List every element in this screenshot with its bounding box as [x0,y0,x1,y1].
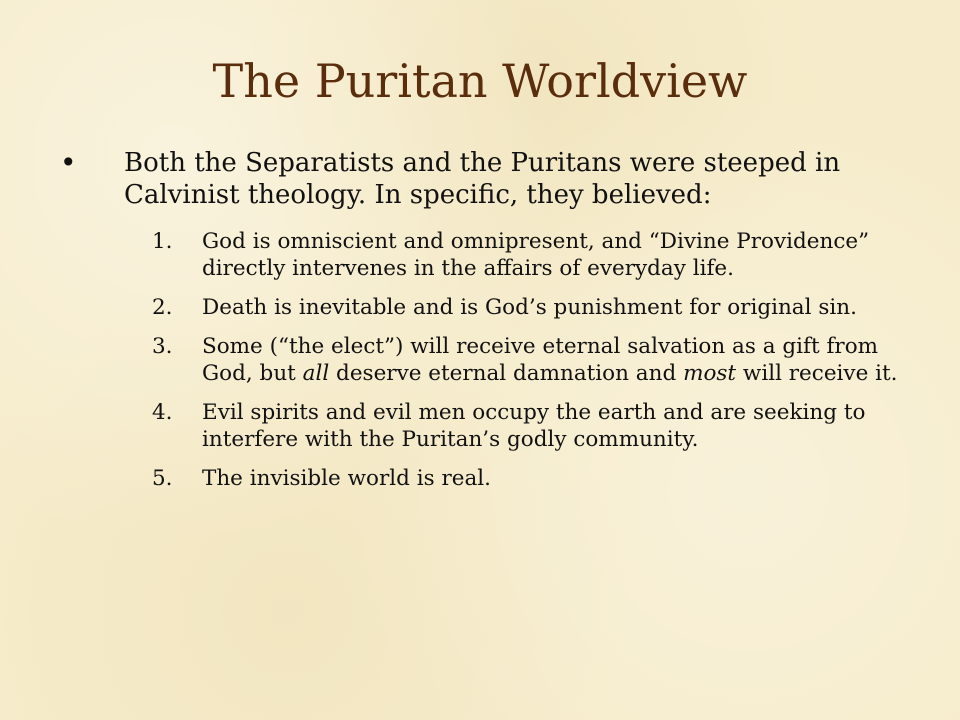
list-item-text [202,229,869,281]
list-item-text-part: Some (“the elect”) will receive eternal salvation as a gift from God, but [202,334,879,386]
list-item-text-part: deserve eternal damnation and [329,361,684,386]
list-item-text-part: God is omniscient and omnipresent, and “Divine Providence” directly intervenes in the affairs of everyday life. [202,229,870,281]
bullet-icon: • [60,146,77,179]
list-item-text [202,334,897,386]
list-item-text-part: The invisible world is real. [202,466,491,491]
list-item-text-part: Evil spirits and evil men occupy the earth and are seeking to interfere with the Puritan’s godly community. [202,400,866,452]
list-number: 1. [152,229,173,254]
list-item-text-part: will receive it. [736,361,898,386]
list-item [152,294,912,321]
list-item-text-part: Death is inevitable and is God’s punishment for original sin. [202,295,857,320]
list-item [152,465,912,492]
emphasis-most: most [683,361,737,386]
list-item [152,399,912,453]
numbered-list [152,228,912,504]
list-item [152,228,912,282]
list-item [152,333,912,387]
list-number: 4. [152,400,173,425]
list-number: 3. [152,334,173,359]
list-item-text [202,466,491,491]
list-item-text [202,295,857,320]
emphasis-all: all [302,361,330,386]
list-number: 5. [152,466,173,491]
slide-title: The Puritan Worldview [212,54,748,108]
bullet-text: Both the Separatists and the Puritans were steeped in Calvinist theology. In specific, they believed: [124,148,841,210]
list-number: 2. [152,295,173,320]
list-item-text [202,400,865,452]
